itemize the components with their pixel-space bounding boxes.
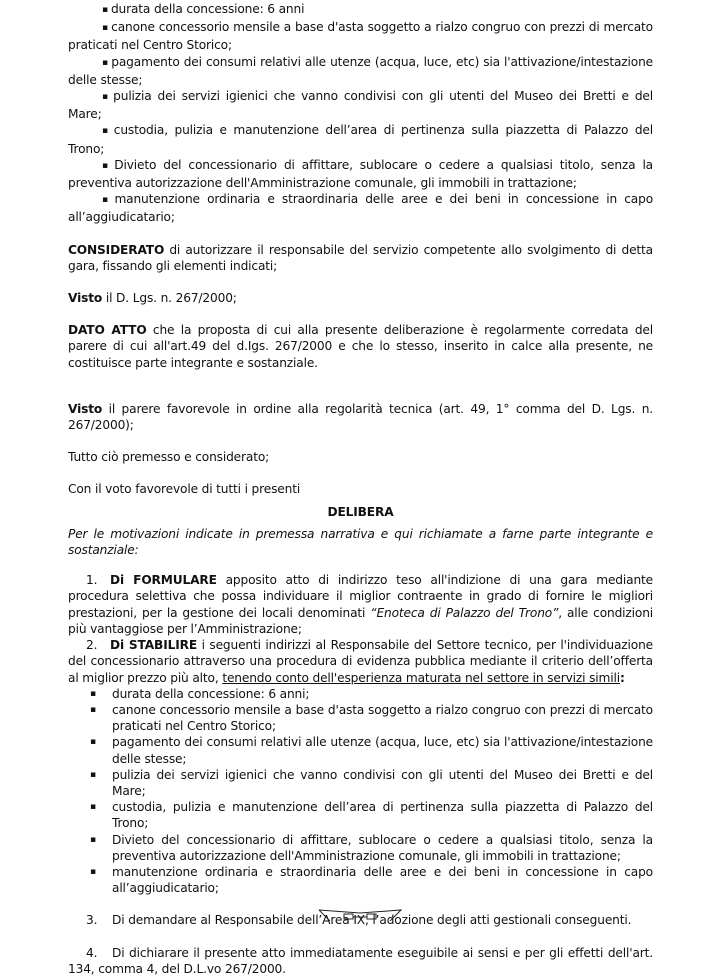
- delibera-item-2: [68, 637, 653, 686]
- item-number: 3.: [86, 913, 98, 928]
- motivazioni-text: Per le motivazioni indicate in premessa narrativa e qui richiamate a farne parte integrante e sostanziale:: [68, 526, 653, 558]
- list-item-text: pulizia dei servizi igienici che vanno condivisi con gli utenti del Museo dei Bretti e del Mare;: [112, 767, 653, 798]
- item-1-verb: Di FORMULARE: [110, 573, 217, 588]
- premesso-paragraph: Tutto ciò premesso e considerato;: [68, 450, 270, 465]
- considerato-paragraph: [68, 242, 653, 274]
- item-4-text: Di dichiarare il presente atto immediatamente eseguibile ai sensi e per gli effetti dell'art. 134, comma 4, del D.L.vo 267/2000.: [68, 945, 653, 976]
- item-2-verb: Di STABILIRE: [110, 638, 197, 653]
- visto-parere-text: il parere favorevole in ordine alla regolarità tecnica (art. 49, 1° comma del D. Lgs. n. 267/2000);: [68, 401, 653, 433]
- list-item: [68, 864, 653, 896]
- item-2-text: i seguenti indirizzi al Responsabile del Settore tecnico, per l'individuazione del concessionario attraverso una procedura di evidenza pubblica mediante il criterio dell’offerta al miglior prezzo più alto,: [68, 638, 653, 685]
- visto-paragraph: [68, 290, 653, 306]
- item-3-text: Di demandare al Responsabile dell’Area IX, l’adozione degli atti gestionali conseguenti.: [112, 913, 632, 928]
- visto-parere-paragraph: [68, 401, 653, 433]
- municipal-crest-icon: [318, 909, 402, 921]
- delibera-item-1: [68, 572, 653, 637]
- bullet-square-icon: ▪: [90, 834, 96, 845]
- dato-atto-paragraph: [68, 322, 653, 371]
- item-number: 2.: [86, 638, 98, 653]
- top-bullet: ▪ pagamento dei consumi relativi alle utenze (acqua, luce, etc) sia l'attivazione/intestazione delle stesse;: [68, 54, 653, 88]
- top-bullet: ▪ manutenzione ordinaria e straordinaria delle aree e dei beni in concessione in capo all’aggiudicatario;: [68, 191, 653, 225]
- visto-label: Visto: [68, 291, 103, 306]
- voto-paragraph: Con il voto favorevole di tutti i presenti: [68, 482, 301, 497]
- item-number: 1.: [86, 573, 98, 588]
- list-item: [68, 734, 653, 766]
- list-item: [68, 799, 653, 831]
- item-2-underlined: tenendo conto dell'esperienza maturata nel settore in servizi simili: [222, 670, 620, 685]
- list-item: [68, 702, 653, 734]
- list-item-text: Divieto del concessionario di affittare, sublocare o cedere a qualsiasi titolo, senza la preventiva autorizzazione dell'Amministrazione comunale, gli immobili in trattazione;: [112, 832, 653, 863]
- bullet-square-icon: ▪: [90, 688, 96, 699]
- list-item: [68, 832, 653, 864]
- dato-atto-label: DATO ATTO: [68, 323, 147, 338]
- list-item: [68, 686, 653, 702]
- dato-atto-text: che la proposta di cui alla presente deliberazione è regolarmente corredata del parere di cui all'art.49 del d.Igs. 267/2000 e che lo stesso, inserito in calce alla presente, ne costituisce parte integrante e sostanziale.: [68, 323, 653, 370]
- considerato-label: CONSIDERATO: [68, 242, 165, 257]
- item-number: 4.: [86, 945, 98, 960]
- visto-parere-label: Visto: [68, 401, 103, 416]
- bullet-square-icon: ▪: [90, 866, 96, 877]
- bullet-square-icon: ▪: [90, 737, 96, 748]
- motivazioni-paragraph: [68, 526, 653, 558]
- list-item-text: custodia, pulizia e manutenzione dell’area di pertinenza sulla piazzetta di Palazzo del Trono;: [112, 800, 653, 831]
- delibera-heading: DELIBERA: [327, 504, 394, 519]
- top-bullet: ▪ canone concessorio mensile a base d'asta soggetto a rialzo congruo con prezzi di mercato praticati nel Centro Storico;: [68, 19, 653, 53]
- item-1-text: apposito atto di indirizzo teso all'indizione di una gara mediante procedura selettiva che possa individuare il miglior contraente in grado di fornire le migliori prestazioni, per la gestione dei locali denominati: [68, 573, 653, 620]
- top-bullet: ▪ Divieto del concessionario di affittare, sublocare o cedere a qualsiasi titolo, senza la preventiva autorizzazione dell'Amministrazione comunale, gli immobili in trattazione;: [68, 157, 653, 191]
- enoteca-name: “Enoteca di Palazzo del Trono”: [370, 605, 559, 620]
- visto-text: il D. Lgs. n. 267/2000;: [102, 291, 237, 306]
- top-bullet: ▪ durata della concessione: 6 anni: [68, 1, 653, 19]
- item-1-text-end: , alle condizioni più vantaggiose per l’Amministrazione;: [68, 605, 654, 636]
- list-item-text: canone concessorio mensile a base d'asta soggetto a rialzo congruo con prezzi di mercato praticati nel Centro Storico;: [112, 702, 653, 734]
- list-item: [68, 767, 653, 799]
- bullet-square-icon: ▪: [90, 704, 96, 715]
- bullet-square-icon: ▪: [90, 769, 96, 780]
- conditions-list: [68, 686, 653, 897]
- delibera-item-4: [68, 945, 653, 977]
- bullet-square-icon: ▪: [90, 802, 96, 813]
- top-bullet: ▪ pulizia dei servizi igienici che vanno condivisi con gli utenti del Museo dei Bretti e del Mare;: [68, 88, 653, 122]
- item-2-colon: :: [619, 670, 625, 685]
- list-item-text: durata della concessione: 6 anni;: [112, 686, 310, 701]
- considerato-text: di autorizzare il responsabile del servizio competente allo svolgimento di detta gara, fissando gli elementi indicati;: [68, 242, 653, 273]
- list-item-text: manutenzione ordinaria e straordinaria delle aree e dei beni in concessione in capo all’aggiudicatario;: [112, 864, 653, 896]
- top-bullet: ▪ custodia, pulizia e manutenzione dell’area di pertinenza sulla piazzetta di Palazzo del Trono;: [68, 122, 653, 156]
- list-item-text: pagamento dei consumi relativi alle utenze (acqua, luce, etc) sia l'attivazione/intestazione delle stesse;: [112, 735, 653, 766]
- document-page: [68, 0, 653, 977]
